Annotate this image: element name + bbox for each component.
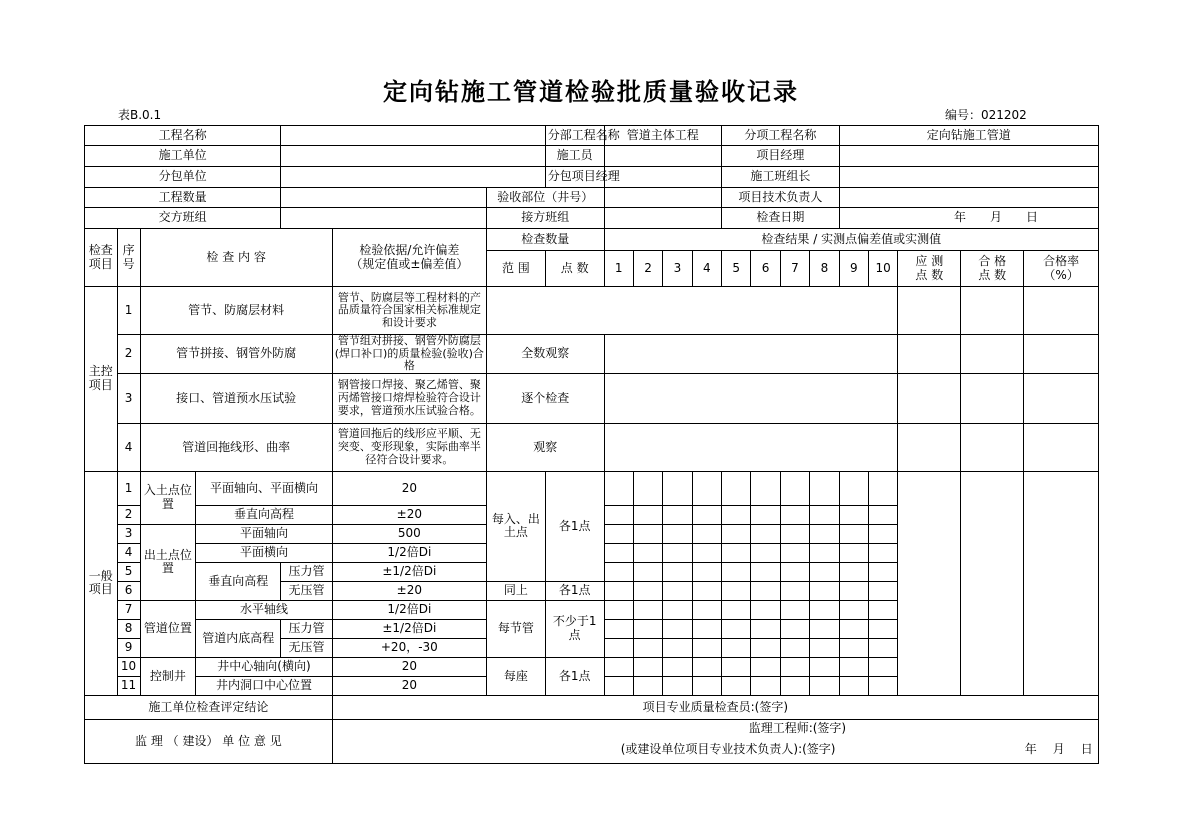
result-cell[interactable] (810, 657, 839, 676)
gen-row-8-no: 8 (117, 619, 140, 638)
sub-item-value[interactable]: 定向钻施工管道 (839, 126, 1098, 146)
gen-row-4-no: 4 (117, 543, 140, 562)
result-cell[interactable] (633, 638, 662, 657)
col-num-5: 5 (722, 251, 751, 287)
result-cell[interactable] (663, 657, 692, 676)
control-well-group: 控制井 (140, 657, 196, 695)
table-number: 表B.0.1 (118, 108, 162, 122)
main-row-1-should[interactable] (898, 287, 961, 335)
sign-month: 月 (1052, 741, 1065, 756)
result-cell[interactable] (604, 619, 633, 638)
result-cell[interactable] (868, 543, 897, 562)
result-cell[interactable] (868, 471, 897, 505)
date-year: 年 (953, 210, 966, 225)
result-cell[interactable] (868, 638, 897, 657)
main-row-2-no: 2 (117, 335, 140, 374)
col-basis-line1: 检验依据/允许偏差 (359, 242, 460, 257)
result-cell[interactable] (839, 562, 868, 581)
result-cell[interactable] (692, 524, 721, 543)
construction-unit-label: 施工单位 (85, 146, 281, 167)
result-cell[interactable] (633, 471, 662, 505)
col-num-10: 10 (868, 251, 897, 287)
inspector-sign: 项目专业质量检查员:(签字) (642, 699, 789, 714)
check-date-label: 检查日期 (722, 208, 840, 229)
result-cell[interactable] (722, 505, 751, 524)
gen-row-10-item: 井中心轴向(横向) (196, 657, 332, 676)
result-cell[interactable] (810, 619, 839, 638)
result-cell[interactable] (633, 619, 662, 638)
result-cell[interactable] (692, 505, 721, 524)
gen-row-7-basis: 1/2倍Di (332, 600, 486, 619)
result-cell[interactable] (722, 543, 751, 562)
result-cell[interactable] (604, 562, 633, 581)
result-cell[interactable] (780, 657, 809, 676)
gen-row-2-item: 垂直向高程 (196, 505, 332, 524)
serial-number: 编号：021202 (945, 108, 1027, 122)
col-range: 范 围 (486, 251, 545, 287)
main-row-4-results[interactable] (604, 423, 898, 471)
quantity-value[interactable] (281, 188, 487, 208)
result-cell[interactable] (810, 638, 839, 657)
col-pass-rate (1024, 251, 1099, 287)
col-results: 检查结果 / 实测点偏差值或实测值 (604, 229, 1098, 251)
result-cell[interactable] (633, 581, 662, 600)
col-should-line2: 点 数 (915, 267, 944, 282)
gen-row-2-basis: ±20 (332, 505, 486, 524)
result-cell[interactable] (663, 543, 692, 562)
result-cell[interactable] (751, 676, 780, 695)
gen-row-1-item: 平面轴向、平面横向 (196, 471, 332, 505)
check-date-value[interactable] (839, 208, 1098, 229)
team-leader-label: 施工班组长 (722, 167, 840, 188)
result-cell[interactable] (722, 619, 751, 638)
result-cell[interactable] (663, 562, 692, 581)
inspection-form-table (84, 125, 1099, 764)
supervision-label: 监 理 （ 建设） 单 位 意 见 (85, 719, 333, 763)
gen-row-9-no: 9 (117, 638, 140, 657)
result-cell[interactable] (722, 471, 751, 505)
main-row-1-method[interactable] (486, 287, 897, 335)
result-cell[interactable] (839, 471, 868, 505)
result-cell[interactable] (663, 600, 692, 619)
gen-row-5-basis: ±1/2倍Di (332, 562, 486, 581)
main-row-2-pass[interactable] (961, 335, 1024, 374)
main-row-2-method: 全数观察 (486, 335, 604, 374)
construction-unit-value[interactable] (281, 146, 546, 167)
tech-lead-label: 项目技术负责人 (722, 188, 840, 208)
result-cell[interactable] (839, 619, 868, 638)
col-check-qty: 检查数量 (486, 229, 604, 251)
sign-year: 年 (1024, 741, 1037, 756)
main-row-3-method: 逐个检查 (486, 373, 604, 423)
col-seq: 序号 (117, 229, 140, 287)
gen-row-11-no: 11 (117, 676, 140, 695)
gen-row-3-no: 3 (117, 524, 140, 543)
gen-row-1-no: 1 (117, 471, 140, 505)
freq-per-well-points: 各1点 (545, 657, 604, 695)
general-items-label: 一般项目 (85, 471, 118, 695)
constructor-value[interactable] (604, 146, 722, 167)
main-row-1-no: 1 (117, 287, 140, 335)
result-cell[interactable] (722, 676, 751, 695)
result-cell[interactable] (692, 657, 721, 676)
result-cell[interactable] (633, 524, 662, 543)
result-cell[interactable] (604, 543, 633, 562)
result-cell[interactable] (751, 562, 780, 581)
col-should-points (898, 251, 961, 287)
takeover-team-value[interactable] (604, 208, 722, 229)
project-manager-label: 项目经理 (722, 146, 840, 167)
quantity-label: 工程数量 (85, 188, 281, 208)
main-row-4-basis: 管道回拖后的线形应平顺、无突变、变形现象，实际曲率半径符合设计要求。 (332, 423, 486, 471)
result-cell[interactable] (722, 524, 751, 543)
main-row-1-content: 管节、防腐层材料 (140, 287, 332, 335)
result-cell[interactable] (604, 505, 633, 524)
col-pass-line1: 合 格 (978, 253, 1007, 268)
main-row-4-pass[interactable] (961, 423, 1024, 471)
supervision-field[interactable] (332, 719, 1098, 763)
result-cell[interactable] (604, 657, 633, 676)
col-rate-line1: 合格率 (1043, 253, 1080, 268)
result-cell[interactable] (692, 581, 721, 600)
result-cell[interactable] (839, 676, 868, 695)
result-cell[interactable] (810, 562, 839, 581)
general-should-points[interactable] (898, 471, 961, 695)
main-row-3-rate[interactable] (1024, 373, 1099, 423)
main-row-3-should[interactable] (898, 373, 961, 423)
col-content: 检 查 内 容 (140, 229, 332, 287)
gen-row-8-basis: ±1/2倍Di (332, 619, 486, 638)
result-cell[interactable] (839, 600, 868, 619)
result-cell[interactable] (604, 524, 633, 543)
result-cell[interactable] (810, 581, 839, 600)
result-cell[interactable] (722, 600, 751, 619)
subcontract-pm-value[interactable] (604, 167, 722, 188)
exit-point-group: 出土点位置 (140, 524, 196, 600)
handover-team-value[interactable] (281, 208, 487, 229)
main-row-2-should[interactable] (898, 335, 961, 374)
acceptance-part-value[interactable] (604, 188, 722, 208)
freq-entry-exit-range: 每入、出土点 (486, 471, 545, 581)
result-cell[interactable] (692, 471, 721, 505)
freq-same-points: 各1点 (545, 581, 604, 600)
result-cell[interactable] (722, 562, 751, 581)
takeover-team-label: 接方班组 (486, 208, 604, 229)
result-cell[interactable] (839, 638, 868, 657)
main-row-4-content: 管道回拖线形、曲率 (140, 423, 332, 471)
sub-division-label: 分部工程名称 (545, 126, 604, 146)
gen-row-9-basis: +20，-30 (332, 638, 486, 657)
conclusion-label: 施工单位检查评定结论 (85, 695, 333, 719)
subcontract-unit-value[interactable] (281, 167, 546, 188)
result-cell[interactable] (751, 619, 780, 638)
main-row-4-rate[interactable] (1024, 423, 1099, 471)
result-cell[interactable] (780, 471, 809, 505)
gen-row-5-item: 压力管 (281, 562, 332, 581)
main-row-3-no: 3 (117, 373, 140, 423)
result-cell[interactable] (722, 657, 751, 676)
result-cell[interactable] (692, 600, 721, 619)
gen-row-10-basis: 20 (332, 657, 486, 676)
gen-row-1-basis: 20 (332, 471, 486, 505)
team-leader-value[interactable] (839, 167, 1098, 188)
date-month: 月 (989, 210, 1002, 225)
result-cell[interactable] (604, 638, 633, 657)
result-cell[interactable] (839, 581, 868, 600)
result-cell[interactable] (868, 562, 897, 581)
result-cell[interactable] (751, 657, 780, 676)
result-cell[interactable] (604, 471, 633, 505)
gen-row-3-basis: 500 (332, 524, 486, 543)
result-cell[interactable] (868, 581, 897, 600)
main-row-4-should[interactable] (898, 423, 961, 471)
result-cell[interactable] (633, 562, 662, 581)
entry-point-group: 入土点位置 (140, 471, 196, 524)
col-should-line1: 应 测 (915, 253, 944, 268)
result-cell[interactable] (633, 676, 662, 695)
freq-entry-exit-points: 各1点 (545, 471, 604, 581)
supervisor-sign: 监理工程师:(签字) (748, 720, 847, 735)
main-row-4-method: 观察 (486, 423, 604, 471)
result-cell[interactable] (810, 471, 839, 505)
constructor-label: 施工员 (545, 146, 604, 167)
result-cell[interactable] (633, 505, 662, 524)
pipe-position-group: 管道位置 (140, 600, 196, 657)
main-row-3-results[interactable] (604, 373, 898, 423)
result-cell[interactable] (751, 600, 780, 619)
result-cell[interactable] (633, 543, 662, 562)
result-cell[interactable] (810, 543, 839, 562)
result-cell[interactable] (810, 676, 839, 695)
result-cell[interactable] (751, 524, 780, 543)
date-day: 日 (1025, 210, 1038, 225)
tech-lead-value[interactable] (839, 188, 1098, 208)
gen-row-8-item: 压力管 (281, 619, 332, 638)
result-cell[interactable] (839, 505, 868, 524)
main-row-3-basis: 钢管接口焊接、聚乙烯管、聚丙烯管接口熔焊检验符合设计要求，管道预水压试验合格。 (332, 373, 486, 423)
col-num-6: 6 (751, 251, 780, 287)
gen-row-11-item: 井内洞口中心位置 (196, 676, 332, 695)
main-row-3-pass[interactable] (961, 373, 1024, 423)
pipe-bottom-group: 管道内底高程 (196, 619, 281, 657)
freq-per-joint: 每节管 (486, 600, 545, 657)
col-basis-line2: （规定值或±偏差值） (350, 256, 469, 271)
col-num-1: 1 (604, 251, 633, 287)
result-cell[interactable] (663, 524, 692, 543)
result-cell[interactable] (868, 600, 897, 619)
main-items-label: 主控项目 (85, 287, 118, 472)
col-num-3: 3 (663, 251, 692, 287)
freq-per-joint-points: 不少于1点 (545, 600, 604, 657)
subcontract-pm-label: 分包项目经理 (545, 167, 604, 188)
result-cell[interactable] (692, 619, 721, 638)
result-cell[interactable] (868, 619, 897, 638)
result-cell[interactable] (751, 543, 780, 562)
col-category: 检查项目 (85, 229, 118, 287)
freq-same: 同上 (486, 581, 545, 600)
result-cell[interactable] (663, 676, 692, 695)
main-row-2-basis: 管节组对拼接、钢管外防腐层(焊口补口)的质量检验(验收)合格 (332, 335, 486, 374)
result-cell[interactable] (663, 619, 692, 638)
gen-row-7-item: 水平轴线 (196, 600, 332, 619)
sign-day: 日 (1080, 741, 1093, 756)
result-cell[interactable] (780, 676, 809, 695)
result-cell[interactable] (604, 600, 633, 619)
col-rate-line2: （%） (1043, 267, 1079, 282)
vertical-elev-group: 垂直向高程 (196, 562, 281, 600)
result-cell[interactable] (751, 505, 780, 524)
sub-item-label: 分项工程名称 (722, 126, 840, 146)
result-cell[interactable] (751, 581, 780, 600)
main-row-1-pass[interactable] (961, 287, 1024, 335)
result-cell[interactable] (633, 657, 662, 676)
project-manager-value[interactable] (839, 146, 1098, 167)
sub-division-value[interactable]: 管道主体工程 (604, 126, 722, 146)
col-points: 点 数 (545, 251, 604, 287)
main-row-2-results[interactable] (604, 335, 898, 374)
main-row-3-content: 接口、管道预水压试验 (140, 373, 332, 423)
general-pass-points[interactable] (961, 471, 1024, 695)
gen-row-10-no: 10 (117, 657, 140, 676)
col-num-8: 8 (810, 251, 839, 287)
general-pass-rate[interactable] (1024, 471, 1099, 695)
conclusion-field[interactable] (332, 695, 1098, 719)
owner-sign: (或建设单位项目专业技术负责人):(签字) (620, 741, 836, 756)
result-cell[interactable] (810, 505, 839, 524)
col-num-7: 7 (780, 251, 809, 287)
result-cell[interactable] (780, 619, 809, 638)
result-cell[interactable] (604, 581, 633, 600)
result-cell[interactable] (692, 676, 721, 695)
result-cell[interactable] (780, 543, 809, 562)
col-num-4: 4 (692, 251, 721, 287)
result-cell[interactable] (604, 676, 633, 695)
page-title: 定向钻施工管道检验批质量验收记录 (383, 78, 799, 106)
result-cell[interactable] (751, 471, 780, 505)
main-row-2-content: 管节拼接、钢管外防腐 (140, 335, 332, 374)
freq-per-well: 每座 (486, 657, 545, 695)
result-cell[interactable] (868, 505, 897, 524)
gen-row-4-basis: 1/2倍Di (332, 543, 486, 562)
result-cell[interactable] (810, 600, 839, 619)
col-pass-points (961, 251, 1024, 287)
result-cell[interactable] (780, 524, 809, 543)
result-cell[interactable] (868, 524, 897, 543)
result-cell[interactable] (868, 657, 897, 676)
result-cell[interactable] (722, 638, 751, 657)
result-cell[interactable] (692, 562, 721, 581)
subcontract-unit-label: 分包单位 (85, 167, 281, 188)
project-name-value[interactable] (281, 126, 546, 146)
result-cell[interactable] (692, 638, 721, 657)
result-cell[interactable] (780, 562, 809, 581)
main-row-2-rate[interactable] (1024, 335, 1099, 374)
col-pass-line2: 点 数 (978, 267, 1007, 282)
result-cell[interactable] (839, 543, 868, 562)
gen-row-9-item: 无压管 (281, 638, 332, 657)
result-cell[interactable] (663, 505, 692, 524)
result-cell[interactable] (692, 543, 721, 562)
main-row-4-no: 4 (117, 423, 140, 471)
result-cell[interactable] (780, 505, 809, 524)
gen-row-6-item: 无压管 (281, 581, 332, 600)
handover-team-label: 交方班组 (85, 208, 281, 229)
gen-row-4-item: 平面横向 (196, 543, 332, 562)
result-cell[interactable] (633, 600, 662, 619)
result-cell[interactable] (751, 638, 780, 657)
result-cell[interactable] (780, 638, 809, 657)
gen-row-3-item: 平面轴向 (196, 524, 332, 543)
result-cell[interactable] (663, 471, 692, 505)
result-cell[interactable] (663, 638, 692, 657)
result-cell[interactable] (839, 657, 868, 676)
main-row-1-rate[interactable] (1024, 287, 1099, 335)
col-num-2: 2 (633, 251, 662, 287)
gen-row-2-no: 2 (117, 505, 140, 524)
result-cell[interactable] (868, 676, 897, 695)
result-cell[interactable] (839, 524, 868, 543)
result-cell[interactable] (663, 581, 692, 600)
project-name-label: 工程名称 (85, 126, 281, 146)
main-row-1-basis: 管节、防腐层等工程材料的产品质量符合国家相关标准规定和设计要求 (332, 287, 486, 335)
gen-row-6-no: 6 (117, 581, 140, 600)
col-basis (332, 229, 486, 287)
acceptance-part-label: 验收部位（井号） (486, 188, 604, 208)
gen-row-5-no: 5 (117, 562, 140, 581)
gen-row-7-no: 7 (117, 600, 140, 619)
result-cell[interactable] (780, 600, 809, 619)
gen-row-11-basis: 20 (332, 676, 486, 695)
result-cell[interactable] (780, 581, 809, 600)
col-num-9: 9 (839, 251, 868, 287)
result-cell[interactable] (810, 524, 839, 543)
result-cell[interactable] (722, 581, 751, 600)
gen-row-6-basis: ±20 (332, 581, 486, 600)
